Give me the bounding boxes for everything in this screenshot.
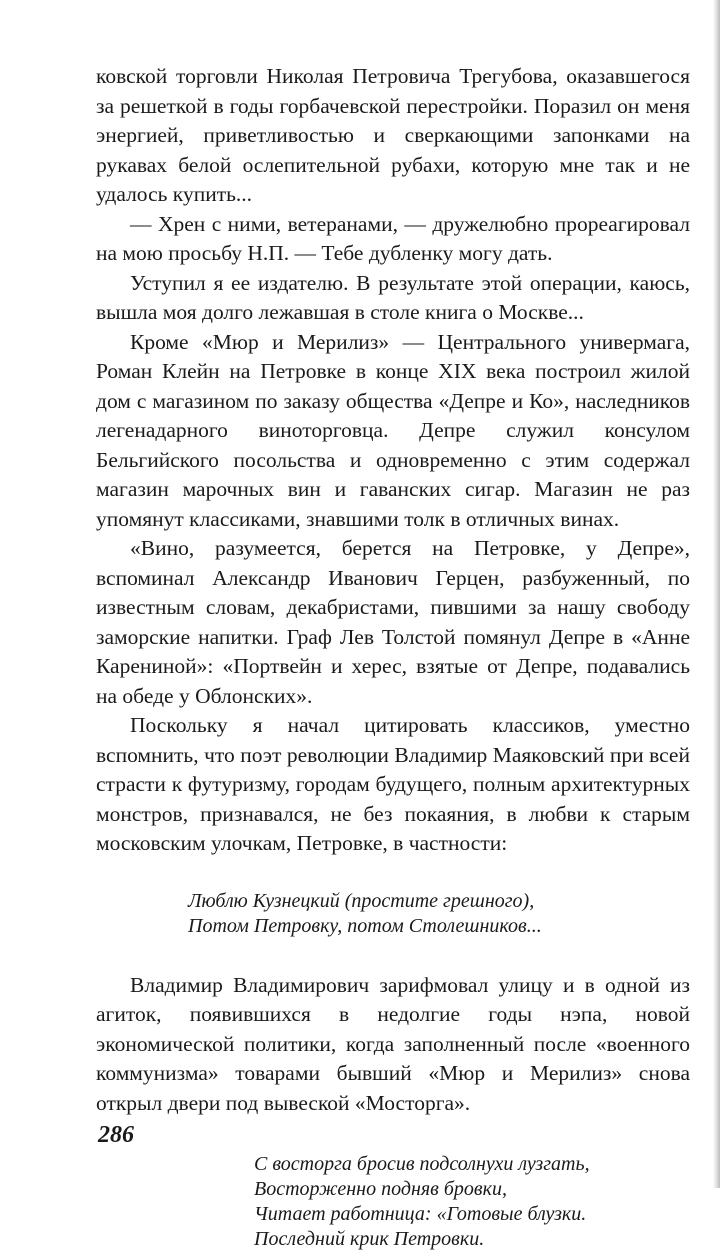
paragraph: Кроме «Мюр и Мерилиз» — Центрального универмага, Роман Клейн на Петровке в конце XIX века построил жилой дом с магазином по заказу общества «Депре и Ко», наследников легенадарного виноторговца. Депре служил консулом Бельгийского посольства и одновременно с этим содержал магазин марочных вин и гаванских сигар. Магазин не раз упомянут классиками, знавшими толк в отличных винах. xyxy=(96,329,690,531)
verse-line: Люблю Кузнецкий (простите грешного), xyxy=(188,889,535,912)
paragraph: — Хрен с ними, ветеранами, — дружелюбно прореагировал на мою просьбу Н.П. — Тебе дубленку могу дать. xyxy=(96,211,690,265)
verse-line: Восторженно подняв бровки, xyxy=(254,1178,507,1200)
verse-line: С восторга бросив подсолнухи лузгать, xyxy=(254,1153,590,1175)
paragraph: «Вино, разумеется, берется на Петровке, у Депре», вспоминал Александр Иванович Герцен, разбуженный, по известным словам, декабристами, пившими за нашу свободу заморские напитки. Граф Лев Толстой помянул Депре в «Анне Карениной»: «Портвейн и херес, взятые от Депре, подавались на обеде у Облонских». xyxy=(96,536,690,708)
paragraph: ковской торговли Николая Петровича Трегубова, оказавшегося за решеткой в годы горбачевской перестройки. Поразил он меня энергией, приветливостью и сверкающими запонками на рукавах белой ослепительной рубахи, которую мне так и не удалось купить... xyxy=(96,64,690,206)
verse-line: Потом Петровку, потом Столешников... xyxy=(188,914,542,937)
page-number: 286 xyxy=(98,1122,134,1148)
book-page-body xyxy=(96,62,690,1252)
verse-line: Последний крик Петровки. xyxy=(254,1228,485,1250)
poem-quote-1 xyxy=(188,889,690,939)
verse-line: Читает работница: «Готовые блузки. xyxy=(254,1203,587,1225)
poem-quote-2 xyxy=(254,1152,690,1252)
page-edge-shadow xyxy=(713,0,720,1188)
paragraph: Уступил я ее издателю. В результате этой операции, каюсь, вышла моя долго лежавшая в столе книга о Москве... xyxy=(96,270,690,324)
paragraph: Владимир Владимирович зарифмовал улицу и в одной из агиток, появившихся в недолгие годы нэпа, новой экономической политики, когда заполненный после «военного коммунизма» товарами бывший «Мюр и Мерилиз» снова открыл двери под вывеской «Мосторга». xyxy=(96,972,690,1115)
paragraph: Поскольку я начал цитировать классиков, уместно вспомнить, что поэт революции Владимир Маяковский при всей страсти к футуризму, городам будущего, полным архитектурных монстров, признавался, не без покаяния, в любви к старым московским улочкам, Петровке, в частности: xyxy=(96,713,690,855)
